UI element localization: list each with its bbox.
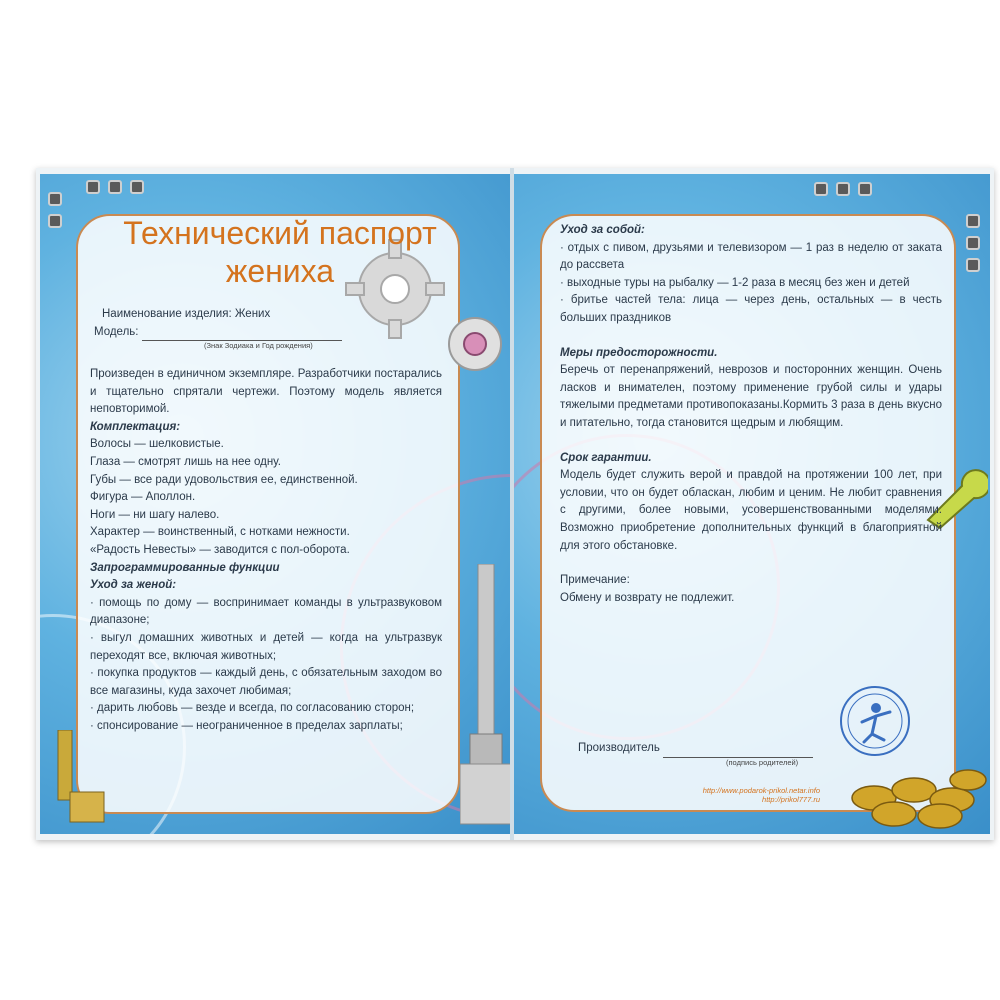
signature-caption: (подпись родителей) <box>726 757 799 767</box>
screw-icon <box>836 182 850 196</box>
precautions-heading: Меры предосторожности. <box>560 346 718 359</box>
screw-icon <box>858 182 872 196</box>
screw-icon <box>48 192 62 206</box>
wife-care-item: · помощь по дому — воспринимает команды в ультразвуковом диапазоне; <box>90 596 442 627</box>
screw-icon <box>966 236 980 250</box>
manufacturer-block <box>578 740 878 768</box>
wife-care-item: · выгул домашних животных и детей — когда на ультразвук переходят все, включая животных; <box>90 631 442 662</box>
manufacturer-label: Производитель <box>578 742 660 754</box>
screw-icon <box>48 214 62 228</box>
page-title <box>100 214 460 290</box>
intro-text: Произведен в единичном экземпляре. Разработчики постарались и тщательно спрятали чертежи. Поэтому модель является неповторимой. <box>90 368 442 416</box>
gear-icon <box>440 304 510 384</box>
model-caption: (Знак Зодиака и Год рождения) <box>204 341 313 351</box>
wife-care-item: · покупка продуктов — каждый день, с обязательным заходом во все магазины, куда захочет любимая; <box>90 667 442 697</box>
screw-icon <box>814 182 828 196</box>
product-name: Наименование изделия: Жених <box>102 308 271 320</box>
footer-url-2: http://prikol777.ru <box>762 795 820 804</box>
right-page <box>514 174 990 834</box>
kit-item: Характер — воинственный, с нотками нежности. <box>90 526 350 539</box>
footer-url-1: http://www.podarok-prikol.netar.info <box>702 786 820 795</box>
booklet <box>36 168 994 840</box>
screw-icon <box>966 214 980 228</box>
kit-item: Ноги — ни шагу налево. <box>90 508 220 521</box>
left-page <box>40 174 510 834</box>
precautions-text: Беречь от перенапряжений, неврозов и посторонних женщин. Очень ласков и внимателен, поэтому применение грубой силы и удары тяжелыми предметами противопоказаны.Кормить 3 раза в день вкусно и питательно, тогда становится щедрым и любящим. <box>560 364 942 429</box>
wife-care-heading: Уход за женой: <box>90 579 177 592</box>
self-care-item: · бритье частей тела: лица — через день, остальных — в честь больших праздников <box>560 294 942 324</box>
model-label: Модель: <box>94 325 139 338</box>
warranty-heading: Срок гарантии. <box>560 451 652 464</box>
wife-care-item: · спонсирование — неограниченное в пределах зарплаты; <box>90 719 403 732</box>
kit-item: Глаза — смотрят лишь на нее одну. <box>90 455 281 468</box>
model-field <box>142 330 342 341</box>
footer-urls <box>610 786 820 804</box>
left-body <box>90 366 442 735</box>
kit-item: «Радость Невесты» — заводится с пол-оборота. <box>90 543 350 556</box>
functions-heading: Запрограммированные функции <box>90 561 280 574</box>
kit-item: Губы — все ради удовольствия ее, единственной. <box>90 473 358 486</box>
self-care-heading: Уход за собой: <box>560 224 645 236</box>
kit-heading: Комплектация: <box>90 420 181 433</box>
bolt-icon <box>48 730 108 830</box>
product-info <box>94 306 350 351</box>
bolt-icon <box>460 564 510 834</box>
screw-icon <box>86 180 100 194</box>
title-line-1: Технический паспорт <box>123 215 437 251</box>
note-text: Обмену и возврату не подлежит. <box>560 591 735 604</box>
title-line-2: жениха <box>225 253 335 289</box>
kit-item: Фигура — Аполлон. <box>90 491 196 504</box>
signature-field <box>663 747 813 758</box>
self-care-item: · отдых с пивом, друзьями и телевизором — 1 раз в неделю от заката до рассвета <box>560 241 942 272</box>
right-body-top <box>560 222 942 607</box>
note-heading: Примечание: <box>560 574 630 587</box>
self-care-item: · выходные туры на рыбалку — 1-2 раза в месяц без жен и детей <box>560 276 910 289</box>
screw-icon <box>108 180 122 194</box>
warranty-text: Модель будет служить верой и правдой на протяжении 100 лет, при условии, что он будет обласкан, любим и ценим. Не любит сравнения с другими, более новыми, усовершенствованными моделями. Возможно приобретение дополнительных функций в благоприятной для этого обстановке. <box>560 469 942 552</box>
screw-icon <box>966 258 980 272</box>
screw-icon <box>130 180 144 194</box>
wife-care-item: · дарить любовь — везде и всегда, по согласованию сторон; <box>90 702 415 715</box>
kit-item: Волосы — шелковистые. <box>90 438 224 451</box>
